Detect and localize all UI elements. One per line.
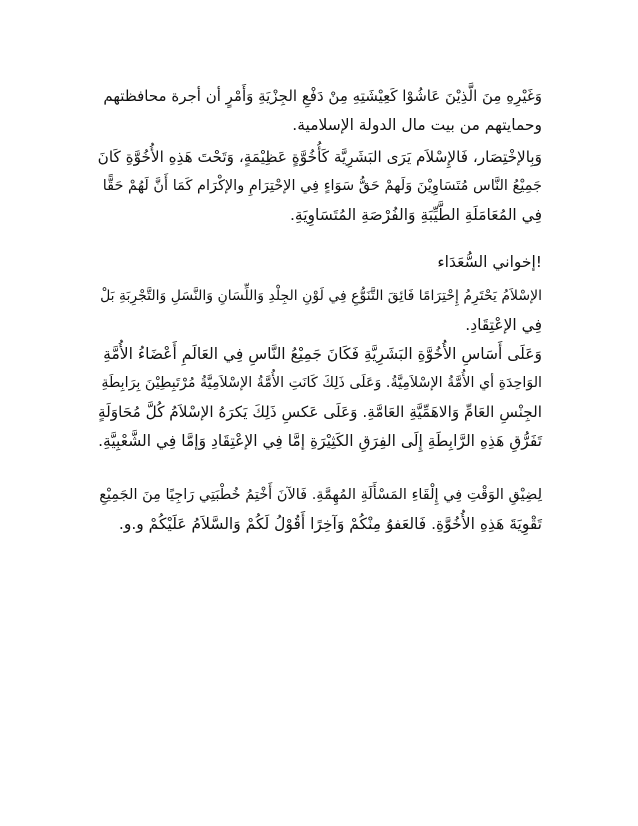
text-line: فِي الإعْتِقَادِ. [465, 316, 542, 334]
paragraph-diversity [98, 282, 542, 456]
text-line: وَبِالإخْتِصَار، فَالإِسْلاَم يَرَى البَشَرِيَّة كَأُخُوَّةٍ عَظِيْمَةٍ، وَتَحْتَ هَذِهِ الأُخُوَّةِ كَانَ [97, 148, 542, 166]
text-line: الوَاحِدَةِ أي الأُمَّةُ الإسْلاَمِيَّةُ. وَعَلَى ذَلِكَ كَانَتِ الأُمَّةُ الإسْلاَمِيَّةُ مُرْتَبِطِيْنَ بِرَابِطَةِ [101, 375, 542, 391]
text-line: جَمِيْعُ النَّاس مُتَسَاوِيْنَ وَلَهمْ حَقُّ سَوَاءٍ فِي الإحْتِرَامِ والإكْرَام كَمَا أَنَّ لَهُمْ حَقًّا [102, 178, 542, 194]
text-line: وَعَلَى أَسَاسِ الأُخُوَّةِ البَشَرِيَّةِ فَكَانَ جَمِيْعُ النَّاسِ فِي العَالَمِ أَعْضَاءُ الأُمَّةِ [103, 345, 542, 363]
text-line: وَغَيْرِهِ مِنَ الَّذِيْنَ عَاشُوْا كَعِيْشَتِهِ مِنْ دَفْعِ الجِزْيَةِ وَأَمْرٍ أن أجرة محافظتهم [103, 87, 542, 105]
paragraph-jizya [98, 82, 542, 140]
text-line: فِي المُعَامَلَةِ الطَّيِّبَةِ وَالفُرْصَةِ المُتَسَاوِيَةِ. [289, 206, 542, 224]
paragraph-brotherhood [98, 143, 542, 230]
paragraph-closing [98, 481, 542, 539]
text-line: وحمايتهم من بيت مال الدولة الإسلامية. [292, 116, 542, 134]
text-line: !إخواني السُّعَدَاء [437, 253, 542, 271]
text-line: الجِنْسِ العَامِّ وَالاهَمِّيَّةِ العَامَّةِ. وَعَلَى عَكسِ ذَلِكَ يَكرَهُ الإسْلاَمُ كُلَّ مُحَاوَلَةٍ [97, 403, 542, 421]
greeting-line [98, 248, 542, 277]
text-line: لِضِيْقِ الوَقْتِ فِي إِلْقَاءِ المَسْأَلَةِ المُهِمَّةِ. فَالآنَ أَخْتِمُ خُطْبَتِي رَاجِيًا مِنَ الجَمِيْعِ [99, 487, 542, 503]
text-line: تَفَرُّقِ هَذِهِ الرَّابِطَةِ إِلَى الفِرَقِ الكَثِيْرَةِ إمَّا فِي الإعْتِقَادِ وَإمَّا فِي الشَّعْبِيَّةِ. [98, 432, 542, 450]
text-line: تَقْوِيَةَ هَذِهِ الأُخُوَّةِ. فَالعَفوُ مِنْكُمْ وَآخِرًا أَقُوْلُ لَكُمْ وَالسَّلاَمُ عَلَيْكُمْ و.و. [118, 515, 542, 533]
text-line: الإسْلاَمُ يَحْتَرِمُ إِحْتِرَامًا فَائِقَ التَّنَوُّعِ فِي لَوْنِ الجِلْدِ وَاللِّسَانِ وَالنَّسَلِ وَالتَّجْرِبَةِ بَلْ [100, 288, 542, 304]
